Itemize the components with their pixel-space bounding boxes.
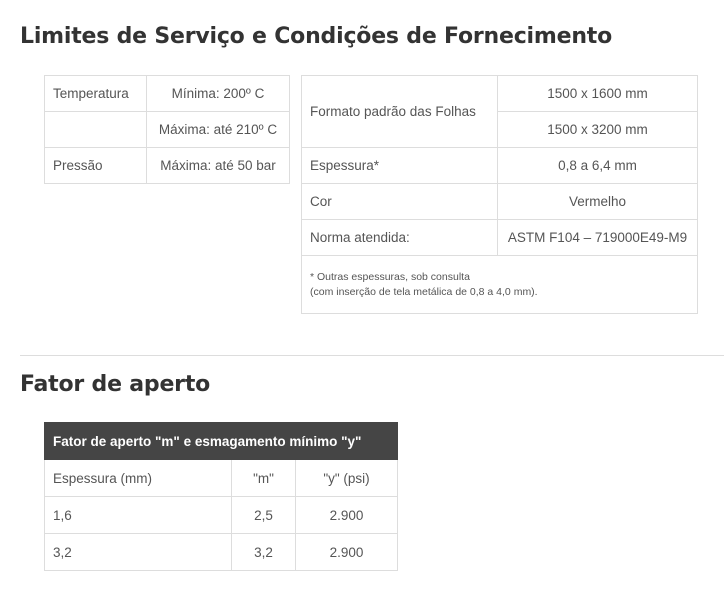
table-cell-label: Pressão <box>45 148 147 184</box>
table-cell-label: Cor <box>302 184 498 220</box>
table-row <box>45 148 290 184</box>
table-header: Fator de aperto "m" e esmagamento mínimo "y" <box>45 423 398 460</box>
table-cell: 2,5 <box>232 497 296 534</box>
section-divider <box>20 355 724 356</box>
table-cell: 2.900 <box>296 497 398 534</box>
table-row <box>45 534 398 571</box>
table-cell-value: ASTM F104 – 719000E49-M9 <box>498 220 698 256</box>
table-cell: 1,6 <box>45 497 232 534</box>
column-header: "m" <box>232 460 296 497</box>
table-cell-label: Espessura* <box>302 148 498 184</box>
table-row <box>302 148 698 184</box>
column-header: "y" (psi) <box>296 460 398 497</box>
table-row <box>45 76 290 112</box>
supply-conditions-table <box>301 75 698 314</box>
table-row <box>302 184 698 220</box>
table-cell-value: Máxima: até 210º C <box>147 112 290 148</box>
tightening-factor-table <box>44 422 398 571</box>
footnote-line: (com inserção de tela metálica de 0,8 a 4,0 mm). <box>310 285 538 298</box>
table-cell-value: 0,8 a 6,4 mm <box>498 148 698 184</box>
table-cell-value: Máxima: até 50 bar <box>147 148 290 184</box>
table-row <box>302 256 698 314</box>
table-cell-label <box>45 112 147 148</box>
table-cell-value: Mínima: 200º C <box>147 76 290 112</box>
table-column-row <box>45 460 398 497</box>
section-title-limites: Limites de Serviço e Condições de Fornecimento <box>20 24 613 49</box>
column-header: Espessura (mm) <box>45 460 232 497</box>
table-cell: 3,2 <box>45 534 232 571</box>
table-cell-value: 1500 x 1600 mm <box>498 76 698 112</box>
table-cell-label: Norma atendida: <box>302 220 498 256</box>
table-cell: 2.900 <box>296 534 398 571</box>
table-row <box>302 76 698 112</box>
table-cell-label: Temperatura <box>45 76 147 112</box>
table-cell-value: 1500 x 3200 mm <box>498 112 698 148</box>
table-cell: 3,2 <box>232 534 296 571</box>
footnote <box>302 256 698 314</box>
table-row <box>45 112 290 148</box>
table-cell-value: Vermelho <box>498 184 698 220</box>
section-title-fator: Fator de aperto <box>20 372 211 397</box>
table-row <box>45 497 398 534</box>
table-row <box>302 220 698 256</box>
footnote-line: * Outras espessuras, sob consulta <box>310 270 470 283</box>
table-cell-label: Formato padrão das Folhas <box>302 76 498 148</box>
service-limits-table <box>44 75 290 184</box>
table-header-row <box>45 423 398 460</box>
